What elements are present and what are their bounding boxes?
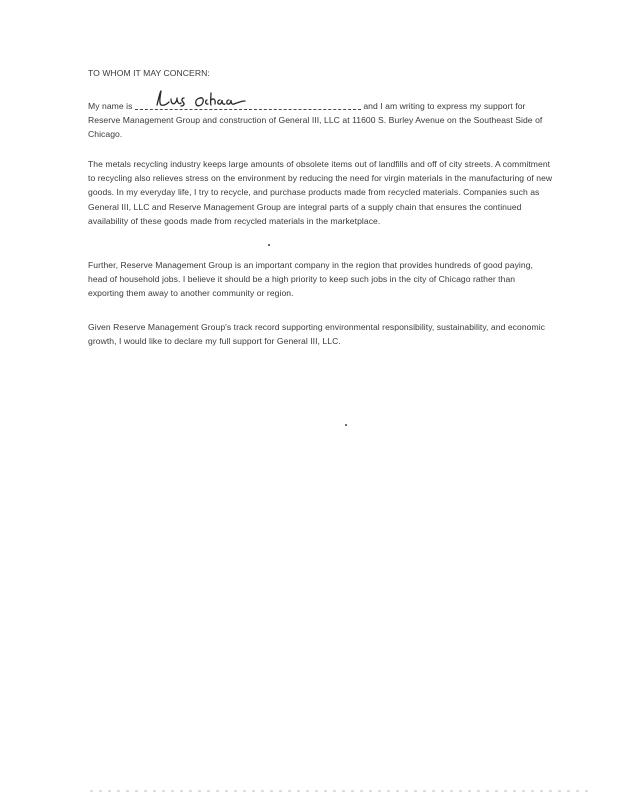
intro-paragraph xyxy=(88,98,553,142)
scan-speck xyxy=(268,244,270,246)
intro-prefix: My name is xyxy=(88,101,133,111)
salutation: TO WHOM IT MAY CONCERN: xyxy=(88,68,210,78)
handwritten-signature xyxy=(135,98,361,110)
scan-footer-noise xyxy=(90,790,588,792)
support-paragraph: Given Reserve Management Group's track record supporting environmental responsibility, sustainability, and economic growth, I would like to declare my full support for General III, LLC. xyxy=(88,322,546,347)
scan-speck xyxy=(345,424,347,426)
recycling-paragraph: The metals recycling industry keeps large amounts of obsolete items out of landfills and off of city streets. A commitment to recycling also relieves stress on the environment by reducing the need for virgin materials in the manufacturing of new goods. In my everyday life, I try to recycle, and purchase products made from recycled materials. Companies such as General III, LLC and Reserve Management Group are integral parts of a supply chain that ensures the continued availability of these goods made from recycled materials in the marketplace. xyxy=(88,159,553,226)
jobs-paragraph: Further, Reserve Management Group is an important company in the region that provides hundreds of good paying, head of household jobs. I believe it should be a high priority to keep such jobs in the city of Chicago rather than exporting them away to another community or region. xyxy=(88,260,533,299)
intro-suffix: and I am writing to express my support for Reserve Management Group and construction of General III, LLC at 11600 S. Burley Avenue on the Southeast Side of Chicago. xyxy=(88,101,543,140)
signature-icon xyxy=(153,89,273,109)
